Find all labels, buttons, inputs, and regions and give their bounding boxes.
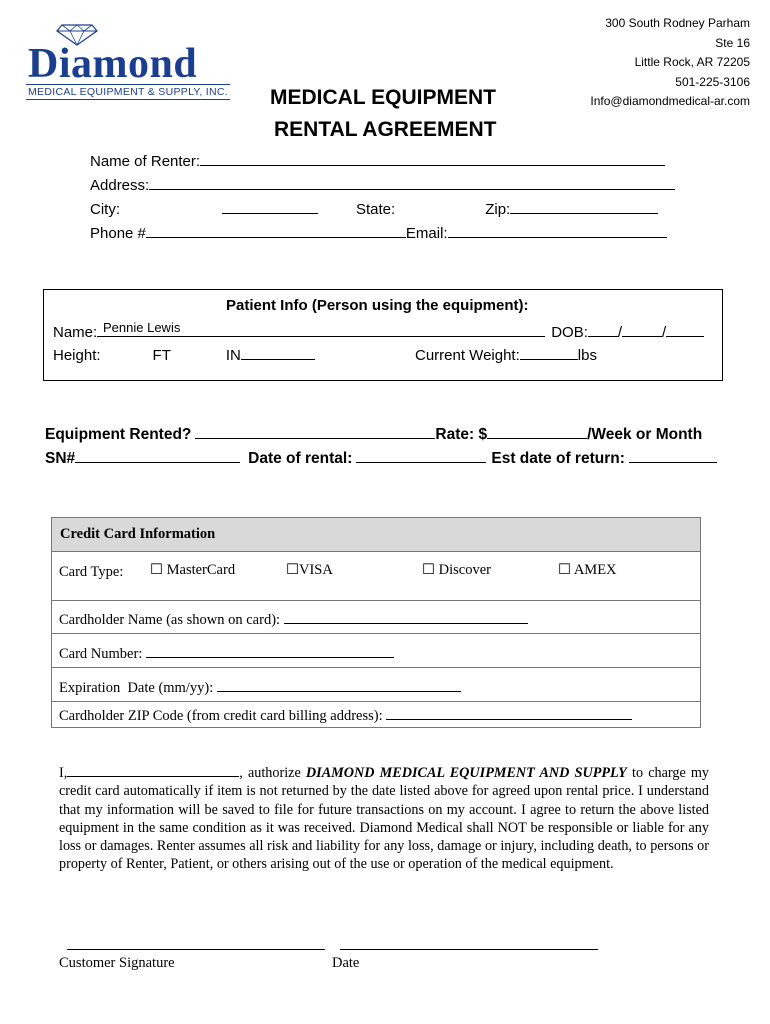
visa-label: VISA <box>299 562 333 578</box>
company-logo-subtitle: MEDICAL EQUIPMENT & SUPPLY, INC. <box>28 86 229 98</box>
renter-state-label: State: <box>356 201 396 218</box>
renter-address-field[interactable] <box>149 175 675 190</box>
credit-card-table <box>51 517 701 728</box>
renter-name-row <box>90 151 665 170</box>
customer-signature-label: Customer Signature <box>59 955 175 971</box>
authorization-text: to charge my credit card automatically if item is not returned by the date listed above for agreed upon rental price. I understand that my information will be saved to file for future transactions on my account. I agree to return the above listed equipment in the same condition as it was received. Diamond Medical shall NOT be responsible or liable for any loss or damages. Renter assumes all risk and liability for any loss, damage or injury, including death, to persons or property of Renter, Patient, or others arising out of the use or operation of the medical equipment. <box>59 765 710 873</box>
rate-period-label: /Week or Month <box>587 426 703 443</box>
company-address <box>590 14 750 112</box>
visa-checkbox-icon[interactable]: ☐ <box>286 562 299 578</box>
rental-date-label: Date of rental: <box>248 450 353 467</box>
authorization-prefix: I, <box>59 765 68 781</box>
renter-address-row <box>90 175 675 194</box>
cardholder-zip-label: Cardholder ZIP Code (from credit card billing address): <box>59 708 383 724</box>
document-title-line1: MEDICAL EQUIPMENT <box>270 86 496 109</box>
renter-city-label: City: <box>90 201 120 218</box>
signature-date-label: Date <box>332 955 360 971</box>
amex-label: AMEX <box>573 562 617 578</box>
rate-field[interactable] <box>487 424 587 439</box>
serial-row <box>45 448 717 468</box>
renter-name-field[interactable] <box>200 151 665 166</box>
address-city: Little Rock, AR 72205 <box>634 55 750 69</box>
mastercard-option[interactable] <box>150 562 235 579</box>
address-suite: Ste 16 <box>715 35 750 50</box>
cardholder-zip-field[interactable] <box>386 705 632 720</box>
cardholder-name-field[interactable] <box>284 609 528 624</box>
amex-checkbox-icon[interactable]: ☐ <box>558 562 571 578</box>
authorization-paragraph <box>59 764 709 874</box>
card-number-field[interactable] <box>146 643 394 658</box>
serial-number-field[interactable] <box>75 448 240 463</box>
address-phone: 501-225-3106 <box>675 74 750 89</box>
discover-option[interactable] <box>422 562 491 579</box>
renter-email-field[interactable] <box>448 223 667 238</box>
renter-phone-row <box>90 223 667 242</box>
card-number-label: Card Number: <box>59 646 143 662</box>
renter-address-label: Address: <box>90 177 150 194</box>
patient-dob-day[interactable] <box>622 322 662 337</box>
address-email[interactable]: Info@diamondmedical-ar.com <box>590 94 750 108</box>
renter-email-label: Email: <box>405 225 448 242</box>
equipment-rented-field[interactable] <box>195 424 435 439</box>
patient-in-label: IN <box>225 347 241 364</box>
cardholder-zip-row <box>52 702 700 727</box>
patient-dob-year[interactable] <box>666 322 704 337</box>
authorization-authorize: , authorize <box>239 765 301 781</box>
renter-zip-field[interactable] <box>510 199 658 214</box>
document-title-line2: RENTAL AGREEMENT <box>274 118 497 141</box>
return-date-field[interactable] <box>629 448 717 463</box>
patient-dob-sep2: / <box>662 324 667 341</box>
serial-number-label: SN# <box>45 450 76 467</box>
visa-option[interactable] <box>286 562 333 579</box>
patient-info-heading: Patient Info (Person using the equipment): <box>226 297 529 314</box>
renter-phone-label: Phone # <box>90 225 146 242</box>
patient-name-value: Pennie Lewis <box>103 320 181 335</box>
expiration-field[interactable] <box>217 677 461 692</box>
renter-name-label: Name of Renter: <box>90 153 201 170</box>
patient-height-label: Height: <box>53 347 101 364</box>
expiration-row <box>52 668 700 702</box>
mastercard-checkbox-icon[interactable]: ☐ <box>150 562 163 578</box>
patient-lbs-label: lbs <box>577 347 597 364</box>
renter-phone-field[interactable] <box>146 223 406 238</box>
amex-option[interactable] <box>558 562 617 579</box>
equipment-row <box>45 424 702 444</box>
patient-weight-field[interactable] <box>520 345 578 360</box>
customer-signature-line[interactable] <box>67 949 325 950</box>
equipment-rented-label: Equipment Rented? <box>45 426 192 443</box>
address-street: 300 South Rodney Parham <box>605 16 750 30</box>
company-logo-name: Diamond <box>28 41 198 87</box>
authorizer-name-field[interactable] <box>67 764 239 777</box>
discover-checkbox-icon[interactable]: ☐ <box>422 562 435 578</box>
patient-ft-label: FT <box>152 347 171 364</box>
patient-dob-sep1: / <box>617 324 623 341</box>
cardholder-name-row <box>52 601 700 634</box>
rate-label: Rate: $ <box>435 426 488 443</box>
renter-zip-label: Zip: <box>485 201 511 218</box>
rental-date-field[interactable] <box>356 448 486 463</box>
patient-name-label: Name: <box>53 324 98 341</box>
patient-height-row <box>53 345 315 364</box>
credit-card-header <box>52 518 700 552</box>
patient-weight-label: Current Weight: <box>415 347 520 364</box>
expiration-label: Expiration Date (mm/yy): <box>59 680 214 696</box>
cardholder-name-label: Cardholder Name (as shown on card): <box>59 612 281 628</box>
return-date-label: Est date of return: <box>491 450 625 467</box>
renter-city-field[interactable] <box>222 199 318 214</box>
signature-date-line[interactable] <box>340 949 598 950</box>
mastercard-label: MasterCard <box>166 562 236 578</box>
authorization-company: DIAMOND MEDICAL EQUIPMENT AND SUPPLY <box>305 765 627 781</box>
credit-card-heading: Credit Card Information <box>60 526 216 542</box>
discover-label: Discover <box>438 562 491 578</box>
card-type-row <box>52 552 700 601</box>
card-number-row <box>52 634 700 668</box>
patient-weight-row <box>415 345 597 364</box>
renter-city-row <box>90 199 658 218</box>
patient-dob-month[interactable] <box>588 322 618 337</box>
card-type-label: Card Type: <box>59 564 124 580</box>
patient-dob-label: DOB: <box>551 324 588 341</box>
